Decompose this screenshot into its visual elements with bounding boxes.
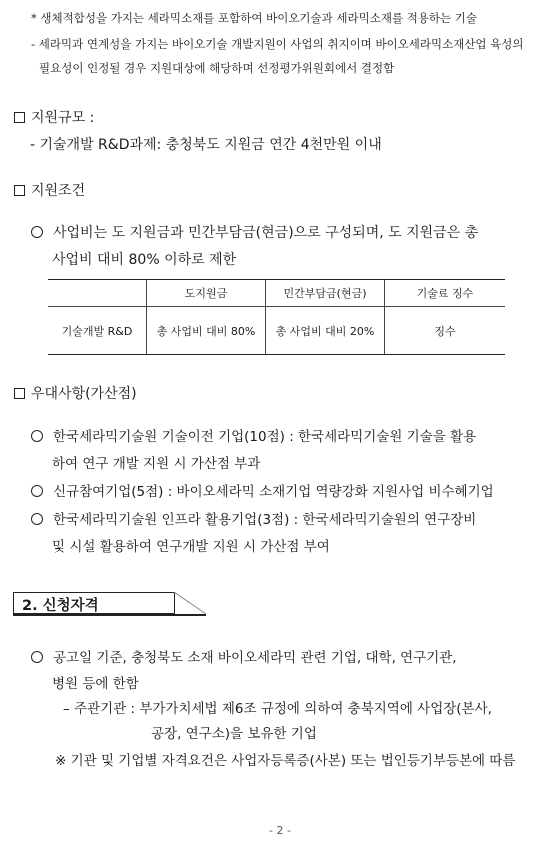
square-bullet-icon (14, 112, 25, 123)
circle-bullet-icon (31, 430, 43, 442)
bonus-item-3-line-1 (31, 508, 476, 528)
section-title-underline (13, 614, 206, 616)
bonus-item-3-line-2: 및 시설 활용하여 연구개발 지원 시 가산점 부여 (52, 539, 330, 555)
circle-bullet-icon (31, 485, 43, 497)
bonus-item-2-text: 신규참여기업(5점) : 바이오세라믹 소재기업 역량강화 지원사업 비수혜기업 (53, 484, 494, 500)
circle-bullet-icon (31, 226, 43, 238)
bonus-item-2 (31, 480, 494, 500)
note-line-1: * 생체적합성을 가지는 세라믹소재를 포함하여 바이오기술과 세라믹소재를 적용하는 기술 (31, 11, 478, 25)
note-line-3: 필요성이 인정될 경우 지원대상에 해당하며 선정평가위원회에서 결정함 (39, 61, 395, 75)
eligibility-item-line-1 (31, 646, 457, 666)
support-ratio-table (48, 279, 505, 355)
table-cell: 총 사업비 대비 20% (266, 307, 385, 355)
bonus-heading-text: 우대사항(가산점) (31, 386, 137, 402)
conditions-item-text: 사업비는 도 지원금과 민간부담금(현금)으로 구성되며, 도 지원금은 총 (53, 225, 479, 241)
square-bullet-icon (14, 185, 25, 196)
bonus-item-1-text: 한국세라믹기술원 기술이전 기업(10점) : 한국세라믹기술원 기술을 활용 (53, 429, 477, 445)
page-number: - 2 - (269, 824, 291, 837)
bonus-item-3-text: 한국세라믹기술원 인프라 활용기업(3점) : 한국세라믹기술원의 연구장비 (53, 512, 477, 528)
scale-item: - 기술개발 R&D과제: 충청북도 지원금 연간 4천만원 이내 (30, 137, 382, 153)
eligibility-item-text: 공고일 기준, 충청북도 소재 바이오세라믹 관련 기업, 대학, 연구기관, (53, 650, 457, 666)
eligibility-note: ※ 기관 및 기업별 자격요건은 사업자등록증(사본) 또는 법인등기부등본에 따름 (55, 753, 516, 769)
eligibility-item-line-2: 병원 등에 한함 (52, 676, 139, 692)
bonus-item-1-line-1 (31, 425, 476, 445)
eligibility-sub-line-1: – 주관기관 : 부가가치세법 제6조 규정에 의하여 충북지역에 사업장(본사, (63, 701, 492, 717)
table-cell: 기술개발 R&D (48, 307, 147, 355)
square-bullet-icon (14, 388, 25, 399)
section-title-slant-decoration (174, 592, 208, 616)
table-header-cell: 민간부담금(현금) (266, 280, 385, 307)
table-cell: 징수 (385, 307, 506, 355)
eligibility-sub-line-2: 공장, 연구소)을 보유한 기업 (151, 726, 317, 742)
circle-bullet-icon (31, 651, 43, 663)
table-header-cell (48, 280, 147, 307)
scale-heading (14, 107, 94, 127)
table-cell: 총 사업비 대비 80% (147, 307, 266, 355)
table-header-row (48, 280, 505, 307)
conditions-item-line-2: 사업비 대비 80% 이하로 제한 (52, 252, 237, 268)
table-header-cell: 기술료 징수 (385, 280, 506, 307)
section-2-title: 2. 신청자격 (22, 598, 99, 614)
conditions-item-line-1 (31, 222, 478, 242)
table-row (48, 307, 505, 355)
circle-bullet-icon (31, 513, 43, 525)
bonus-heading (14, 383, 137, 403)
conditions-heading-text: 지원조건 (31, 183, 86, 199)
conditions-heading (14, 180, 85, 200)
note-line-2: - 세라믹과 연계성을 가지는 바이오기술 개발지원이 사업의 취지이며 바이오세라믹소재산업 육성의 (31, 37, 524, 51)
scale-heading-text: 지원규모 : (31, 110, 95, 126)
table-header-cell: 도지원금 (147, 280, 266, 307)
bonus-item-1-line-2: 하여 연구 개발 지원 시 가산점 부과 (52, 456, 261, 472)
